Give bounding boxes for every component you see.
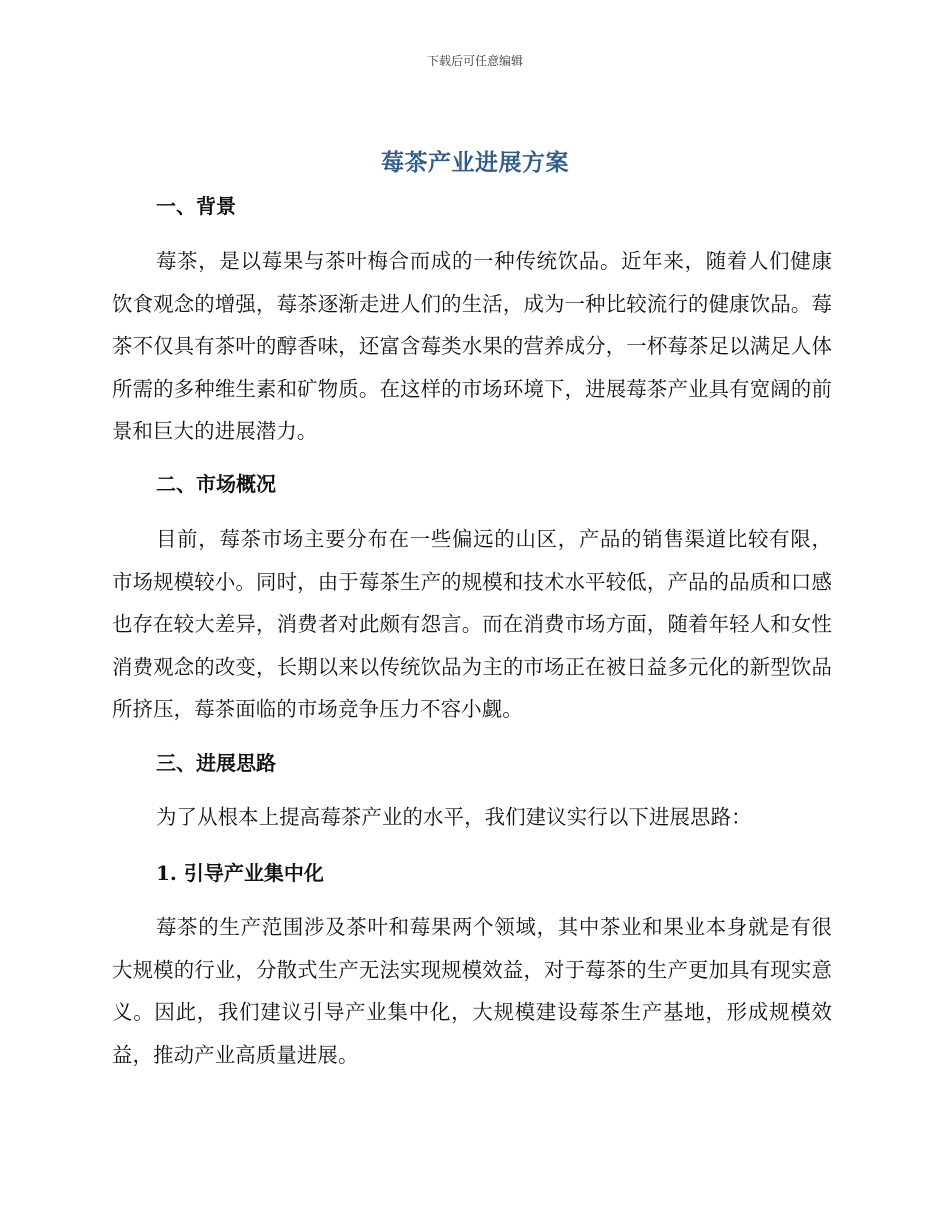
- document-title: 莓茶产业进展方案: [381, 149, 569, 176]
- subsection-paragraph-concentration: 莓茶的生产范围涉及茶叶和莓果两个领域，其中茶业和果业本身就是有很大规模的行业，分散式生产无法实现规模效益，对于莓茶的生产更加具有现实意义。因此，我们建议引导产业集中化，大规模建设莓茶生产基地，形成规模效益，推动产业高质量进展。: [112, 915, 832, 1067]
- section-paragraph-market: 目前，莓茶市场主要分布在一些偏远的山区，产品的销售渠道比较有限，市场规模较小。同时，由于莓茶生产的规模和技术水平较低，产品的品质和口感也存在较大差异，消费者对此颇有怨言。而在消费市场方面，随着年轻人和女性消费观念的改变，长期以来以传统饮品为主的市场正在被日益多元化的新型饮品所挤压，莓茶面临的市场竞争压力不容小觑。: [112, 527, 832, 721]
- section-heading-market: 二、市场概况: [156, 472, 276, 496]
- section-heading-approach: 三、进展思路: [156, 751, 276, 775]
- subsection-heading-concentration: 1. 引导产业集中化: [156, 861, 324, 885]
- page-header-note: 下载后可任意编辑: [426, 54, 523, 68]
- section-paragraph-approach: 为了从根本上提高莓茶产业的水平，我们建议实行以下进展思路：: [156, 805, 752, 829]
- section-paragraph-background: 莓茶，是以莓果与茶叶梅合而成的一种传统饮品。近年来，随着人们健康饮食观念的增强，莓茶逐渐走进人们的生活，成为一种比较流行的健康饮品。莓茶不仅具有茶叶的醇香味，还富含莓类水果的营养成分，一杯莓茶足以满足人体所需的多种维生素和矿物质。在这样的市场环境下，进展莓茶产业具有宽阔的前景和巨大的进展潜力。: [112, 249, 832, 443]
- section-heading-background: 一、背景: [156, 194, 236, 218]
